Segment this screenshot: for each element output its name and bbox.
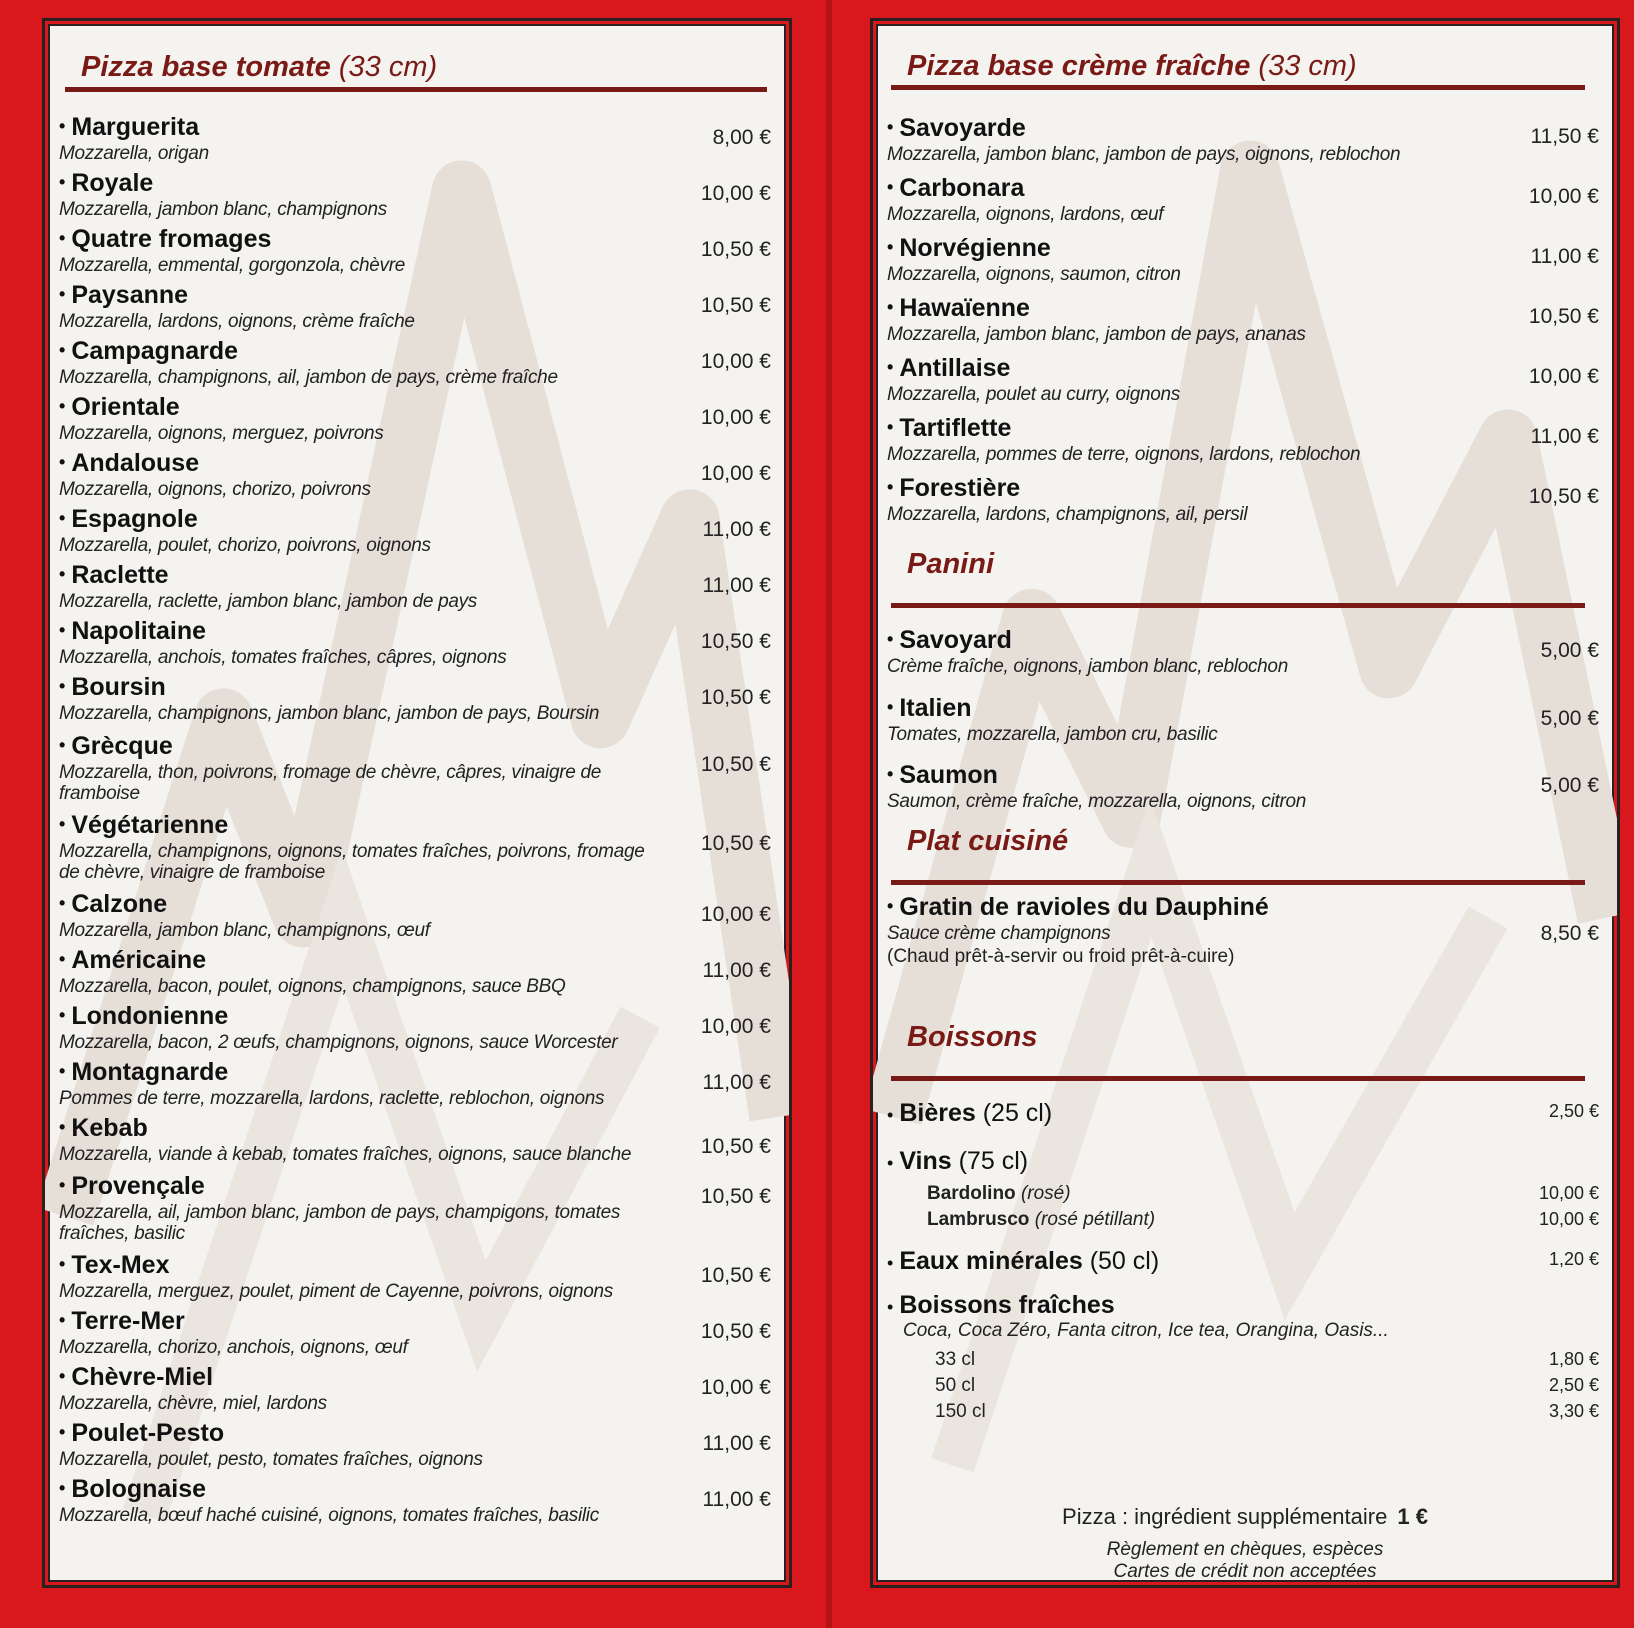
item-name: Forestière <box>899 474 1021 502</box>
item-desc: Mozzarella, bacon, poulet, oignons, champignons, sauce BBQ <box>59 976 566 997</box>
menu-item: • Paysanne Mozzarella, lardons, oignons, crème fraîche 10,50 € <box>59 281 771 332</box>
item-price: 11,00 € <box>702 1488 771 1511</box>
item-price: 10,50 € <box>700 238 771 261</box>
size-price: 2,50 € <box>1548 1375 1599 1395</box>
plat-item: • Gratin de ravioles du Dauphiné Sauce crème champignons (Chaud prêt-à-servir ou froid prêt-à-cuire) 8,50 € <box>887 894 1599 970</box>
item-desc: Mozzarella, champignons, ail, jambon de pays, crème fraîche <box>59 367 558 388</box>
section-title-panini: Panini <box>907 548 995 580</box>
item-name: Végétarienne <box>71 811 229 839</box>
drink-fraiches: • Boissons fraîches Coca, Coca Zéro, Fanta citron, Ice tea, Orangina, Oasis... <box>887 1291 1599 1342</box>
item-desc: Pommes de terre, mozzarella, lardons, raclette, reblochon, oignons <box>59 1088 605 1109</box>
item-price: 10,00 € <box>700 1015 771 1038</box>
menu-item: • Forestière Mozzarella, lardons, champignons, ail, persil 10,50 € <box>887 474 1599 525</box>
item-desc: Sauce crème champignons <box>887 923 1111 944</box>
item-desc: Mozzarella, ail, jambon blanc, jambon de pays, champigons, tomates fraîches, basilic <box>59 1202 621 1244</box>
item-desc: Mozzarella, anchois, tomates fraîches, câpres, oignons <box>59 647 507 668</box>
item-price: 8,00 € <box>712 126 771 149</box>
item-name: Provençale <box>71 1172 205 1200</box>
item-price: 10,50 € <box>1528 305 1599 328</box>
item-price: 11,00 € <box>1530 425 1599 448</box>
section-rule <box>891 603 1585 608</box>
item-name: Calzone <box>71 890 168 918</box>
item-price: 10,00 € <box>700 903 771 926</box>
item-price: 10,50 € <box>700 1320 771 1343</box>
item-name: Américaine <box>71 946 207 974</box>
item-price: 10,00 € <box>700 1376 771 1399</box>
item-desc: Mozzarella, oignons, chorizo, poivrons <box>59 479 371 500</box>
drink-price: 2,50 € <box>1548 1101 1599 1121</box>
item-price: 8,50 € <box>1540 922 1599 945</box>
size-price: 3,30 € <box>1548 1401 1599 1421</box>
wine-item: Bardolino (rosé) 10,00 € <box>927 1183 1599 1204</box>
menu-item: • Carbonara Mozzarella, oignons, lardons, œuf 10,00 € <box>887 174 1599 225</box>
item-name: Campagnarde <box>71 337 239 365</box>
menu-item: • Végétarienne Mozzarella, champignons, oignons, tomates fraîches, poivrons, fromage de chèvre, vinaigre de framboise 10,50 € <box>59 811 771 883</box>
menu-item: • Savoyarde Mozzarella, jambon blanc, jambon de pays, oignons, reblochon 11,50 € <box>887 114 1599 165</box>
item-desc: Crème fraîche, oignons, jambon blanc, reblochon <box>887 656 1288 677</box>
item-price: 10,50 € <box>700 686 771 709</box>
menu-item: • Américaine Mozzarella, bacon, poulet, oignons, champignons, sauce BBQ 11,00 € <box>59 946 771 997</box>
menu-item: • Andalouse Mozzarella, oignons, chorizo, poivrons 10,00 € <box>59 449 771 500</box>
item-price: 10,50 € <box>700 1135 771 1158</box>
menu-item: • Espagnole Mozzarella, poulet, chorizo, poivrons, oignons 11,00 € <box>59 505 771 556</box>
item-desc: Mozzarella, jambon blanc, champignons, œuf <box>59 920 430 941</box>
menu-item: • Royale Mozzarella, jambon blanc, champignons 10,00 € <box>59 169 771 220</box>
drink-price: 1,20 € <box>1548 1249 1599 1269</box>
section-title-plat: Plat cuisiné <box>907 825 1069 857</box>
menu-item: • Grècque Mozzarella, thon, poivrons, fromage de chèvre, câpres, vinaigre de framboise 10,50 € <box>59 732 771 804</box>
drink-eaux: • Eaux minérales (50 cl) 1,20 € <box>887 1247 1599 1275</box>
item-name: Raclette <box>71 561 169 589</box>
item-name: Boursin <box>71 673 166 701</box>
item-price: 5,00 € <box>1540 707 1599 730</box>
item-desc: Mozzarella, jambon blanc, jambon de pays, oignons, reblochon <box>887 144 1401 165</box>
section-title-pizza-tomate: Pizza base tomate (33 cm) <box>81 51 438 83</box>
item-desc: Mozzarella, bacon, 2 œufs, champignons, oignons, sauce Worcester <box>59 1032 618 1053</box>
item-desc: Mozzarella, viande à kebab, tomates fraîches, oignons, sauce blanche <box>59 1144 632 1165</box>
item-desc: Mozzarella, jambon blanc, champignons <box>59 199 387 220</box>
item-name: Bolognaise <box>71 1475 207 1503</box>
item-name: Savoyard <box>899 626 1012 654</box>
item-name: Chèvre-Miel <box>71 1363 214 1391</box>
item-price: 11,00 € <box>702 1432 771 1455</box>
item-price: 10,50 € <box>700 630 771 653</box>
item-desc: Mozzarella, origan <box>59 143 209 164</box>
item-desc: Mozzarella, chèvre, miel, lardons <box>59 1393 327 1414</box>
item-note: (Chaud prêt-à-servir ou froid prêt-à-cuire) <box>887 946 1235 967</box>
item-name: Tex-Mex <box>71 1251 170 1279</box>
menu-item: • Terre-Mer Mozzarella, chorizo, anchois, oignons, œuf 10,50 € <box>59 1307 771 1358</box>
wine-item: Lambrusco (rosé pétillant) 10,00 € <box>927 1209 1599 1230</box>
item-price: 10,00 € <box>700 406 771 429</box>
item-name: Antillaise <box>899 354 1011 382</box>
menu-item: • Tartiflette Mozzarella, pommes de terre, oignons, lardons, reblochon 11,00 € <box>887 414 1599 465</box>
item-name: Napolitaine <box>71 617 207 645</box>
item-name: Royale <box>71 169 154 197</box>
item-price: 11,00 € <box>1530 245 1599 268</box>
item-name: Kebab <box>71 1114 148 1142</box>
soft-drink-size: 150 cl 3,30 € <box>935 1401 1599 1422</box>
item-name: Carbonara <box>899 174 1025 202</box>
item-name: Savoyarde <box>899 114 1026 142</box>
menu-item: • Kebab Mozzarella, viande à kebab, tomates fraîches, oignons, sauce blanche 10,50 € <box>59 1114 771 1165</box>
menu-item: • Chèvre-Miel Mozzarella, chèvre, miel, lardons 10,00 € <box>59 1363 771 1414</box>
item-price: 11,00 € <box>702 574 771 597</box>
item-price: 10,00 € <box>700 350 771 373</box>
drink-vins: • Vins (75 cl) <box>887 1147 1029 1175</box>
item-price: 10,00 € <box>700 462 771 485</box>
item-desc: Mozzarella, emmental, gorgonzola, chèvre <box>59 255 406 276</box>
menu-item: • Quatre fromages Mozzarella, emmental, gorgonzola, chèvre 10,50 € <box>59 225 771 276</box>
item-price: 10,50 € <box>700 294 771 317</box>
item-desc: Mozzarella, oignons, saumon, citron <box>887 264 1181 285</box>
menu-item: • Hawaïenne Mozzarella, jambon blanc, jambon de pays, ananas 10,50 € <box>887 294 1599 345</box>
extra-ingredient: Pizza : ingrédient supplémentaire 1 € <box>1062 1504 1428 1529</box>
menu-item: • Marguerita Mozzarella, origan 8,00 € <box>59 113 771 164</box>
item-desc: Mozzarella, merguez, poulet, piment de Cayenne, poivrons, oignons <box>59 1281 613 1302</box>
item-price: 10,50 € <box>700 1264 771 1287</box>
menu-item: • Bolognaise Mozzarella, bœuf haché cuisiné, oignons, tomates fraîches, basilic 11,00 € <box>59 1475 771 1526</box>
item-name: Espagnole <box>71 505 198 533</box>
menu-item: • Calzone Mozzarella, jambon blanc, champignons, œuf 10,00 € <box>59 890 771 941</box>
item-name: Londonienne <box>71 1002 229 1030</box>
item-price: 5,00 € <box>1540 774 1599 797</box>
item-name: Marguerita <box>71 113 200 141</box>
item-price: 10,50 € <box>700 753 771 776</box>
section-rule <box>891 1076 1585 1081</box>
item-name: Italien <box>899 694 972 722</box>
item-desc: Mozzarella, poulet, chorizo, poivrons, oignons <box>59 535 431 556</box>
item-desc: Mozzarella, poulet au curry, oignons <box>887 384 1181 405</box>
item-name: Poulet-Pesto <box>71 1419 225 1447</box>
menu-item: • Londonienne Mozzarella, bacon, 2 œufs, champignons, oignons, sauce Worcester 10,00 € <box>59 1002 771 1053</box>
menu-item: • Tex-Mex Mozzarella, merguez, poulet, piment de Cayenne, poivrons, oignons 10,50 € <box>59 1251 771 1302</box>
section-title-pizza-creme: Pizza base crème fraîche (33 cm) <box>907 50 1357 82</box>
item-name: Montagnarde <box>71 1058 229 1086</box>
item-name: Norvégienne <box>899 234 1051 262</box>
item-desc: Mozzarella, oignons, merguez, poivrons <box>59 423 384 444</box>
right-menu-panel <box>870 18 1620 1588</box>
menu-item: • Montagnarde Pommes de terre, mozzarella, lardons, raclette, reblochon, oignons 11,00 € <box>59 1058 771 1109</box>
menu-item: • Poulet-Pesto Mozzarella, poulet, pesto, tomates fraîches, oignons 11,00 € <box>59 1419 771 1470</box>
menu-item: • Savoyard Crème fraîche, oignons, jambon blanc, reblochon 5,00 € <box>887 626 1599 677</box>
section-rule <box>891 85 1585 90</box>
drink-desc: Coca, Coca Zéro, Fanta citron, Ice tea, Orangina, Oasis... <box>903 1320 1389 1341</box>
item-name: Grècque <box>71 732 173 760</box>
item-desc: Mozzarella, thon, poivrons, fromage de chèvre, câpres, vinaigre de framboise <box>59 762 602 804</box>
soft-drink-size: 50 cl 2,50 € <box>935 1375 1599 1396</box>
menu-item: • Boursin Mozzarella, champignons, jambon blanc, jambon de pays, Boursin 10,50 € <box>59 673 771 724</box>
item-name: Gratin de ravioles du Dauphiné <box>899 893 1269 921</box>
menu-item: • Orientale Mozzarella, oignons, merguez, poivrons 10,00 € <box>59 393 771 444</box>
item-desc: Mozzarella, champignons, oignons, tomates fraîches, poivrons, fromage de chèvre, vinaigre de framboise <box>59 841 645 883</box>
item-name: Andalouse <box>71 449 200 477</box>
menu-item: • Raclette Mozzarella, raclette, jambon blanc, jambon de pays 11,00 € <box>59 561 771 612</box>
menu-item: • Norvégienne Mozzarella, oignons, saumon, citron 11,00 € <box>887 234 1599 285</box>
item-name: Terre-Mer <box>71 1307 185 1335</box>
item-name: Paysanne <box>71 281 189 309</box>
wine-price: 10,00 € <box>1538 1183 1599 1203</box>
item-name: Tartiflette <box>899 414 1012 442</box>
item-desc: Mozzarella, jambon blanc, jambon de pays, ananas <box>887 324 1306 345</box>
menu-item: • Italien Tomates, mozzarella, jambon cru, basilic 5,00 € <box>887 694 1599 745</box>
item-price: 10,00 € <box>700 182 771 205</box>
item-price: 11,50 € <box>1530 125 1599 148</box>
item-desc: Mozzarella, oignons, lardons, œuf <box>887 204 1164 225</box>
item-name: Saumon <box>899 761 998 789</box>
item-price: 10,00 € <box>1528 365 1599 388</box>
item-desc: Mozzarella, pommes de terre, oignons, lardons, reblochon <box>887 444 1361 465</box>
section-title-boissons: Boissons <box>907 1021 1038 1053</box>
item-desc: Mozzarella, poulet, pesto, tomates fraîches, oignons <box>59 1449 483 1470</box>
payment-note: Règlement en chèques, espèces Cartes de crédit non acceptées <box>1106 1539 1384 1582</box>
item-desc: Mozzarella, bœuf haché cuisiné, oignons, tomates fraîches, basilic <box>59 1505 599 1526</box>
item-desc: Tomates, mozzarella, jambon cru, basilic <box>887 724 1218 745</box>
item-name: Hawaïenne <box>899 294 1030 322</box>
soft-drink-size: 33 cl 1,80 € <box>935 1349 1599 1370</box>
section-rule <box>891 880 1585 885</box>
menu-item: • Napolitaine Mozzarella, anchois, tomates fraîches, câpres, oignons 10,50 € <box>59 617 771 668</box>
item-price: 11,00 € <box>702 959 771 982</box>
drink-bieres: • Bières (25 cl) 2,50 € <box>887 1099 1599 1127</box>
item-price: 5,00 € <box>1540 639 1599 662</box>
item-price: 10,50 € <box>700 1185 771 1208</box>
menu-item: • Campagnarde Mozzarella, champignons, ail, jambon de pays, crème fraîche 10,00 € <box>59 337 771 388</box>
item-price: 11,00 € <box>702 518 771 541</box>
size-price: 1,80 € <box>1548 1349 1599 1369</box>
item-desc: Mozzarella, champignons, jambon blanc, jambon de pays, Boursin <box>59 703 600 724</box>
item-name: Orientale <box>71 393 180 421</box>
item-desc: Mozzarella, raclette, jambon blanc, jambon de pays <box>59 591 478 612</box>
item-price: 11,00 € <box>702 1071 771 1094</box>
item-price: 10,00 € <box>1528 185 1599 208</box>
item-desc: Mozzarella, chorizo, anchois, oignons, œuf <box>59 1337 408 1358</box>
item-desc: Saumon, crème fraîche, mozzarella, oignons, citron <box>887 791 1307 812</box>
item-desc: Mozzarella, lardons, champignons, ail, persil <box>887 504 1248 525</box>
menu-item: • Provençale Mozzarella, ail, jambon blanc, jambon de pays, champigons, tomates fraîches, basilic 10,50 € <box>59 1172 771 1244</box>
item-name: Quatre fromages <box>71 225 272 253</box>
item-price: 10,50 € <box>1528 485 1599 508</box>
menu-item: • Saumon Saumon, crème fraîche, mozzarella, oignons, citron 5,00 € <box>887 761 1599 812</box>
wine-price: 10,00 € <box>1538 1209 1599 1229</box>
section-rule <box>65 87 767 92</box>
menu-fold <box>826 0 832 1628</box>
item-desc: Mozzarella, lardons, oignons, crème fraîche <box>59 311 415 332</box>
menu-item: • Antillaise Mozzarella, poulet au curry, oignons 10,00 € <box>887 354 1599 405</box>
item-price: 10,50 € <box>700 832 771 855</box>
left-menu-panel <box>42 18 792 1588</box>
